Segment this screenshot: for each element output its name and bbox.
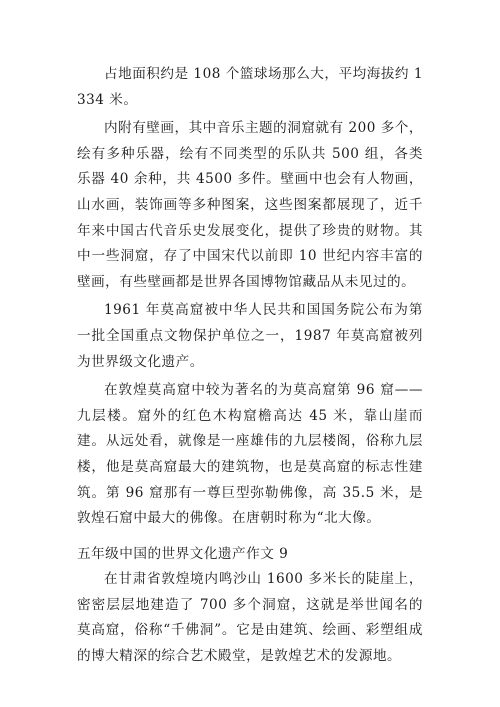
paragraph-cave-96: 在敦煌莫高窟中较为著名的为莫高窟第 96 窟——九层楼。窟外的红色木构窟檐高达 45 米，靠山崖而建。从远处看，就像是一座雄伟的九层楼阁，俗称九层楼，他是莫高窟最大的建筑物，也是莫高窟的标志性建筑。第 96 窟那有一尊巨型弥勒佛像，高 35.5 米，是敦煌石窟中最大的佛像。在唐朝时称为“北大像。	[77, 382, 423, 527]
section-heading: 五年级中国的世界文化遗产作文 9	[77, 545, 289, 562]
document-page	[77, 62, 423, 670]
paragraph-area-altitude: 占地面积约是 108 个篮球场那么大，平均海拔约 1334 米。	[77, 66, 423, 108]
paragraph-heritage-status: 1961 年莫高窟被中华人民共和国国务院公布为第一批全国重点文物保护单位之一，1987 年莫高窟被列为世界级文化遗产。	[77, 302, 423, 370]
paragraph-murals-music: 内附有壁画，其中音乐主题的洞窟就有 200 多个，绘有多种乐器，绘有不同类型的乐队共 500 组，各类乐器 40 余种，共 4500 多件。壁画中也会有人物画，山水画，装饰画等多种图案，这些图案都展现了，近千年来中国古代音乐史发展变化，提供了珍贵的财物。其中一些洞窟，存了中国宋代以前即 10 世纪内容丰富的壁画，有些壁画都是世界各国博物馆藏品从未见过的。	[77, 120, 423, 290]
paragraph-mogao-intro: 在甘肃省敦煌境内鸣沙山 1600 多米长的陡崖上，密密层层地建造了 700 多个洞窟，这就是举世闻名的莫高窟，俗称“千佛洞”。它是由建筑、绘画、彩塑组成的博大精深的综合艺术殿堂，是敦煌艺术的发源地。	[77, 571, 423, 665]
